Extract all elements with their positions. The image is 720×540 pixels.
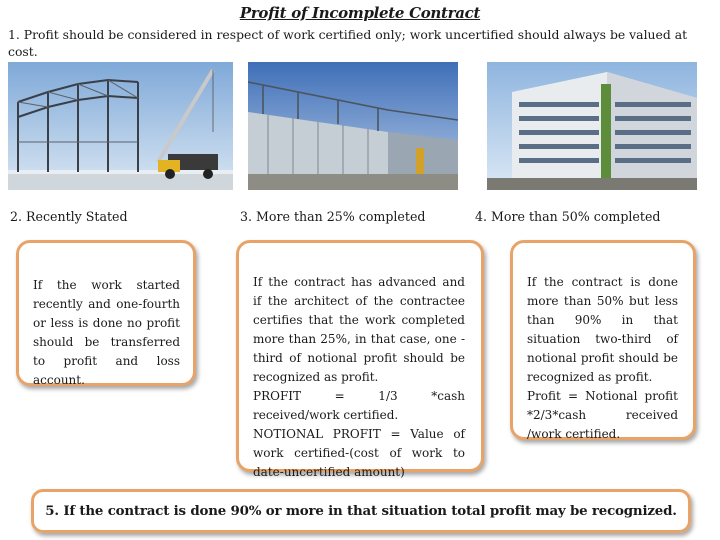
page-title: Profit of Incomplete Contract [239, 4, 481, 22]
section-4-heading: 4. More than 50% completed [475, 209, 661, 224]
section-3-box [236, 240, 484, 479]
steel-frame-crane-photo [8, 62, 233, 190]
section-4-text: If the contract is done more than 50% but less than 90% in that situation two-third of notional profit should be recognized as profit. Profit = Notional profit *2/3*cash received /work certified. [527, 275, 678, 441]
section-2-box [16, 240, 196, 386]
section-4-box [510, 240, 696, 440]
office-building-photo [487, 62, 697, 190]
section-2-heading: 2. Recently Stated [10, 209, 128, 224]
section-3-text: If the contract has advanced and if the architect of the contractee certifies that the work completed more than 25%, in that case, one -third of notional profit should be recognized as profit. PROFIT = 1/3 *cash received/work certified. NOTIONAL PROFIT = Value of work certified-(cost of work to date-uncertified amount) [253, 275, 465, 479]
section-2-text: If the work started recently and one-fourth or less is done no profit should be transferred to profit and loss account. [33, 278, 180, 387]
warehouse-construction-photo [248, 62, 458, 190]
section-5-text: 5. If the contract is done 90% or more in that situation total profit may be recognized. [45, 503, 677, 519]
section-3-heading: 3. More than 25% completed [240, 209, 426, 224]
intro-text: 1. Profit should be considered in respect of work certified only; work uncertified should always be valued at cost. [8, 27, 688, 59]
section-5-box [31, 489, 691, 533]
